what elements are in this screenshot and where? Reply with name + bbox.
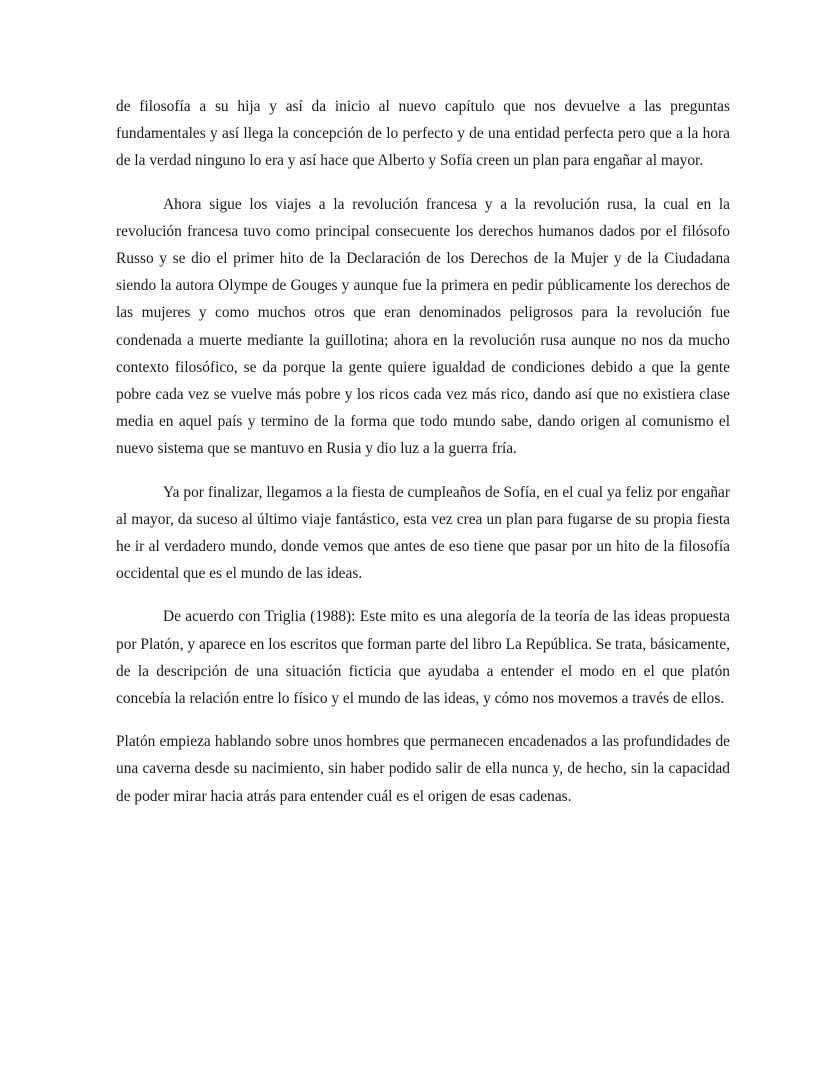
paragraph-3: Ya por finalizar, llegamos a la fiesta de cumpleaños de Sofía, en el cual ya feliz por engañar al mayor, da suceso al último viaje fantástico, esta vez crea un plan para fugarse de su propia fiesta he ir al verdadero mundo, donde vemos que antes de eso tiene que pasar por un hito de la filosofía occidental que es el mundo de las ideas. <box>116 483 730 583</box>
document-page <box>116 93 730 826</box>
paragraph-5: Platón empieza hablando sobre unos hombres que permanecen encadenados a las profundidades de una caverna desde su nacimiento, sin haber podido salir de ella nunca y, de hecho, sin la capacidad de poder mirar hacia atrás para entender cuál es el origen de esas cadenas. <box>116 733 730 805</box>
paragraph-2: Ahora sigue los viajes a la revolución francesa y a la revolución rusa, la cual en la revolución francesa tuvo como principal consecuente los derechos humanos dados por el filósofo Russo y se dio el primer hito de la Declaración de los Derechos de la Mujer y de la Ciudadana siendo la autora Olympe de Gouges y aunque fue la primera en pedir públicamente los derechos de las mujeres y como muchos otros que eran denominados peligrosos para la revolución fue condenada a muerte mediante la guillotina; ahora en la revolución rusa aunque no nos da mucho contexto filosófico, se da porque la gente quiere igualdad de condiciones debido a que la gente pobre cada vez se vuelve más pobre y los ricos cada vez más rico, dando así que no existiera clase media en aquel país y termino de la forma que todo mundo sabe, dando origen al comunismo el nuevo sistema que se mantuvo en Rusia y dio luz a la guerra fría. <box>116 195 730 458</box>
paragraph-4: De acuerdo con Triglia (1988): Este mito es una alegoría de la teoría de las ideas propuesta por Platón, y aparece en los escritos que forman parte del libro La República. Se trata, básicamente, de la descripción de una situación ficticia que ayudaba a entender el modo en el que platón concebía la relación entre lo físico y el mundo de las ideas, y cómo nos movemos a través de ellos. <box>116 608 730 708</box>
paragraph-1: de filosofía a su hija y así da inicio al nuevo capítulo que nos devuelve a las preguntas fundamentales y así llega la concepción de lo perfecto y de una entidad perfecta pero que a la hora de la verdad ninguno lo era y así hace que Alberto y Sofía creen un plan para engañar al mayor. <box>116 98 730 170</box>
